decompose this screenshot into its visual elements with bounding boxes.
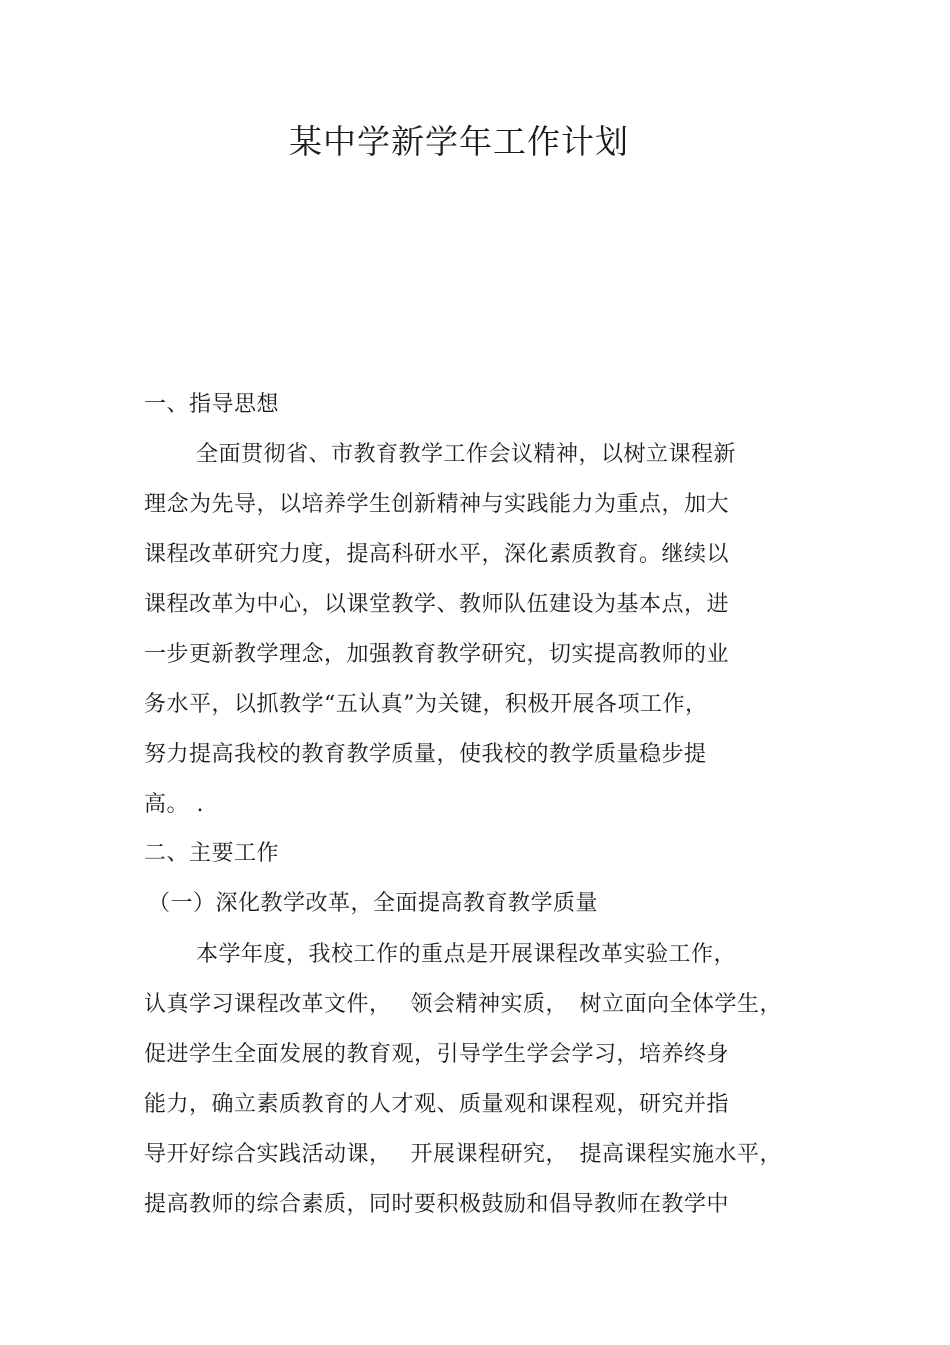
paragraph-line: 本学年度，我校工作的重点是开展课程改革实验工作， [196,942,737,967]
paragraph-line: 课程改革为中心，以课堂教学、教师队伍建设为基本点，进 [144,592,730,617]
paragraph-line: 一步更新教学理念，加强教育教学研究，切实提高教师的业 [144,642,730,667]
paragraph-line: 促进学生全面发展的教育观，引导学生学会学习，培养终身 [144,1042,730,1067]
section-heading-main-work: 二、主要工作 [144,841,280,866]
subsection-heading: （一）深化教学改革，全面提高教育教学质量 [148,891,599,916]
paragraph-line: 能力，确立素质教育的人才观、质量观和课程观，研究并指 [144,1092,730,1117]
paragraph-line: 努力提高我校的教育教学质量，使我校的教学质量稳步提 [144,742,707,767]
section-heading-guiding-ideology: 一、指导思想 [144,392,280,417]
paragraph-line: 高。 . [144,792,204,817]
paragraph-line: 全面贯彻省、市教育教学工作会议精神，以树立课程新 [196,442,737,467]
paragraph-line: 课程改革研究力度，提高科研水平，深化素质教育。继续以 [144,542,730,567]
paragraph-line: 认真学习课程改革文件， 领会精神实质， 树立面向全体学生， [144,992,782,1017]
document-title: 某中学新学年工作计划 [289,122,629,161]
paragraph-line: 务水平，以抓教学“五认真”为关键，积极开展各项工作， [144,692,708,717]
paragraph-line: 理念为先导，以培养学生创新精神与实践能力为重点，加大 [144,492,730,517]
paragraph-line: 提高教师的综合素质，同时要积极鼓励和倡导教师在教学中 [144,1192,730,1217]
paragraph-line: 导开好综合实践活动课， 开展课程研究， 提高课程实施水平， [144,1142,782,1167]
